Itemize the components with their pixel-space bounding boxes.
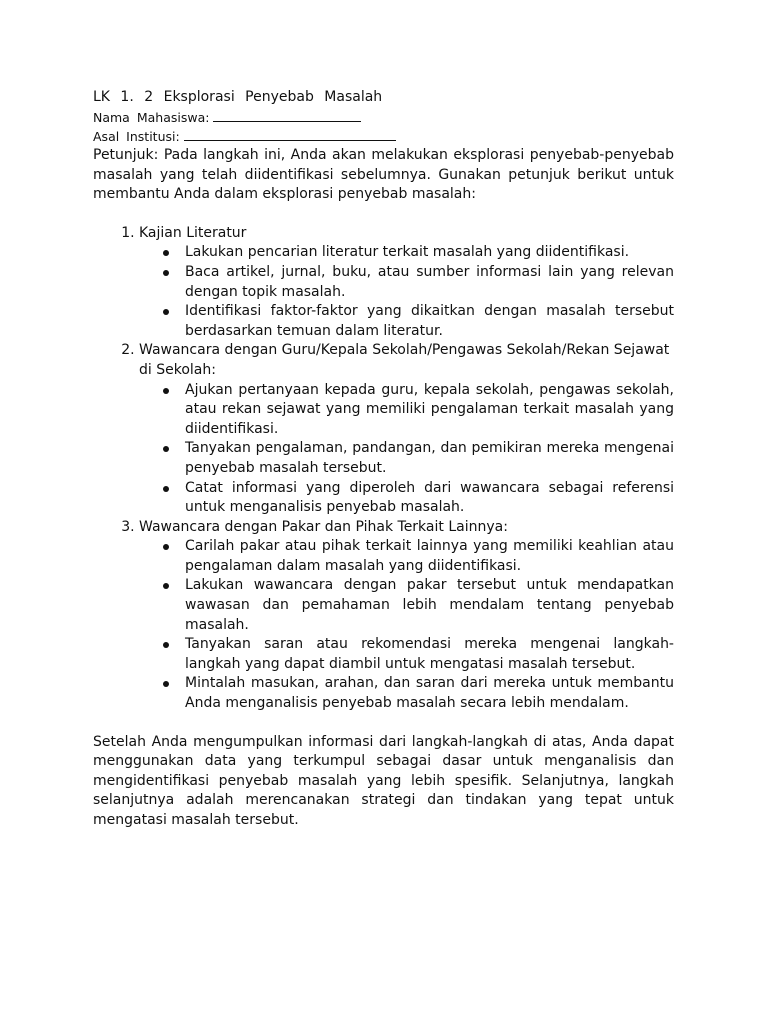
bullet-icon bbox=[163, 681, 169, 687]
bullet-text: Lakukan wawancara dengan pakar tersebut untuk mendapatkan wawasan dan pemahaman lebih mendalam tentang penyebab masalah. bbox=[185, 577, 674, 633]
intro-paragraph: Petunjuk: Pada langkah ini, Anda akan melakukan eksplorasi penyebab-penyebab masalah yang telah diidentifikasi sebelumnya. Gunakan petunjuk berikut untuk membantu Anda dalam eksplorasi penyebab masalah: bbox=[93, 147, 674, 203]
bullet-icon bbox=[163, 544, 169, 550]
bullet-item bbox=[185, 635, 674, 674]
bullet-item bbox=[185, 302, 674, 341]
asal-institusi-blank bbox=[184, 127, 396, 141]
step-heading: Kajian Literatur bbox=[139, 224, 247, 241]
bullet-list bbox=[139, 381, 674, 518]
document-page bbox=[93, 86, 674, 831]
step-item bbox=[139, 518, 674, 714]
bullet-icon bbox=[163, 388, 169, 394]
bullet-text: Baca artikel, jurnal, buku, atau sumber informasi lain yang relevan dengan topik masalah. bbox=[185, 263, 674, 300]
step-heading: Wawancara dengan Guru/Kepala Sekolah/Pengawas Sekolah/Rekan Sejawat di Sekolah: bbox=[139, 342, 670, 378]
bullet-item bbox=[185, 439, 674, 478]
step-heading: Wawancara dengan Pakar dan Pihak Terkait Lainnya: bbox=[139, 518, 508, 535]
bullet-text: Identifikasi faktor-faktor yang dikaitkan dengan masalah tersebut berdasarkan temuan dalam literatur. bbox=[185, 303, 674, 339]
step-item bbox=[139, 341, 674, 517]
bullet-text: Tanyakan pengalaman, pandangan, dan pemikiran mereka mengenai penyebab masalah tersebut. bbox=[185, 440, 674, 476]
nama-mahasiswa-field bbox=[93, 108, 674, 127]
bullet-icon bbox=[163, 446, 169, 452]
nama-mahasiswa-blank bbox=[213, 108, 361, 122]
document-title: LK 1. 2 Eksplorasi Penyebab Masalah bbox=[93, 89, 383, 105]
bullet-item bbox=[185, 537, 674, 576]
closing-paragraph: Setelah Anda mengumpulkan informasi dari langkah-langkah di atas, Anda dapat menggunakan data yang terkumpul sebagai dasar untuk menganalisis dan mengidentifikasi penyebab masalah yang lebih spesifik. Selanjutnya, langkah selanjutnya adalah merencanakan strategi dan tindakan yang tepat untuk mengatasi masalah tersebut. bbox=[93, 733, 674, 828]
bullet-icon bbox=[163, 250, 169, 256]
bullet-text: Mintalah masukan, arahan, dan saran dari mereka untuk membantu Anda menganalisis penyebab masalah secara lebih mendalam. bbox=[185, 675, 674, 712]
nama-mahasiswa-label: Nama Mahasiswa: bbox=[93, 110, 210, 125]
bullet-list bbox=[139, 537, 674, 713]
spacer bbox=[93, 205, 674, 224]
bullet-icon bbox=[163, 270, 169, 276]
bullet-icon bbox=[163, 642, 169, 648]
bullet-text: Lakukan pencarian literatur terkait masalah yang diidentifikasi. bbox=[185, 244, 630, 261]
bullet-item bbox=[185, 381, 674, 440]
bullet-icon bbox=[163, 309, 169, 315]
bullet-list bbox=[139, 243, 674, 341]
bullet-item bbox=[185, 576, 674, 635]
steps-list bbox=[93, 224, 674, 714]
bullet-text: Ajukan pertanyaan kepada guru, kepala sekolah, pengawas sekolah, atau rekan sejawat yang memiliki pengalaman terkait masalah yang diidentifikasi. bbox=[185, 381, 674, 437]
bullet-icon bbox=[163, 486, 169, 492]
bullet-text: Carilah pakar atau pihak terkait lainnya yang memiliki keahlian atau pengalaman dalam masalah yang diidentifikasi. bbox=[185, 538, 674, 574]
bullet-text: Tanyakan saran atau rekomendasi mereka mengenai langkah-langkah yang dapat diambil untuk mengatasi masalah tersebut. bbox=[185, 636, 674, 672]
bullet-item bbox=[185, 263, 674, 302]
step-item bbox=[139, 224, 674, 342]
asal-institusi-label: Asal Institusi: bbox=[93, 129, 180, 144]
bullet-item bbox=[185, 479, 674, 518]
bullet-item bbox=[185, 674, 674, 713]
asal-institusi-field bbox=[93, 127, 674, 146]
bullet-item bbox=[185, 243, 674, 263]
bullet-text: Catat informasi yang diperoleh dari wawancara sebagai referensi untuk menganalisis penyebab masalah. bbox=[185, 479, 674, 516]
bullet-icon bbox=[163, 583, 169, 589]
